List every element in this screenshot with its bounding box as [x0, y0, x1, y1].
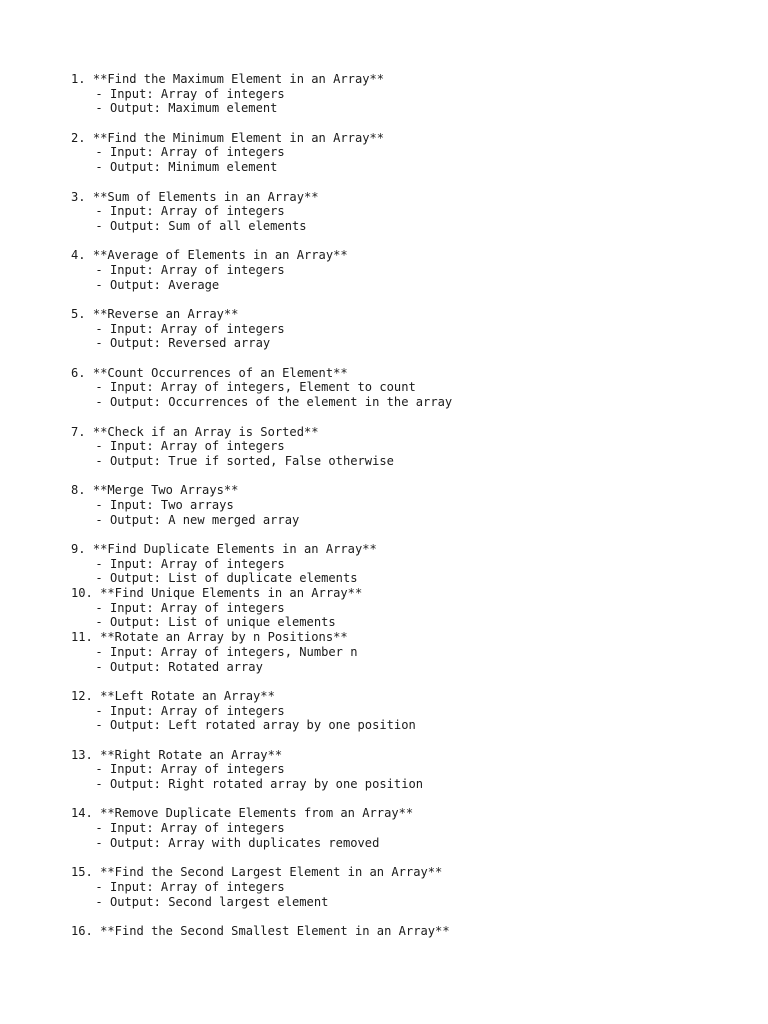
item-number: 12.: [71, 688, 93, 703]
item-number: 9.: [71, 542, 86, 556]
item-input-line: - Input: Array of integers: [95, 204, 285, 219]
item-input-line: - Input: Array of integers: [95, 86, 285, 101]
item-input-line: - Input: Array of integers: [95, 262, 285, 277]
item-output-line: - Output: List of unique elements: [95, 615, 336, 630]
item-heading: [71, 483, 751, 498]
list-item: [71, 72, 751, 116]
list-item: [71, 865, 751, 909]
item-number: 15.: [71, 865, 93, 880]
list-item: [71, 307, 751, 351]
item-heading: [71, 865, 751, 880]
list-item: [71, 131, 751, 175]
item-number: 4.: [71, 248, 86, 263]
item-heading: [71, 366, 751, 381]
document-body: [71, 72, 751, 939]
item-title: **Reverse an Array**: [92, 307, 239, 321]
item-heading: [71, 425, 751, 440]
item-number: 5.: [71, 307, 86, 321]
item-output-line: - Output: Rotated array: [95, 659, 263, 674]
item-number: 10.: [71, 586, 93, 601]
item-output-line: - Output: Sum of all elements: [95, 218, 307, 233]
item-input-line: - Input: Array of integers: [95, 439, 285, 454]
item-title: **Find the Second Smallest Element in an Array**: [100, 923, 450, 938]
item-input-line: - Input: Array of integers, Element to count: [95, 380, 416, 395]
item-number: 2.: [71, 130, 86, 145]
item-input-line: - Input: Array of integers, Number n: [95, 644, 358, 659]
list-item: [71, 586, 751, 630]
list-item: [71, 630, 751, 674]
item-title: **Merge Two Arrays**: [92, 483, 239, 498]
item-title: **Average of Elements in an Array**: [92, 248, 348, 263]
item-heading: [71, 72, 751, 87]
item-heading: [71, 307, 751, 322]
item-title: **Find the Maximum Element in an Array**: [92, 72, 385, 86]
item-output-line: - Output: Maximum element: [95, 101, 278, 116]
item-input-line: - Input: Array of integers: [95, 321, 285, 336]
item-number: 1.: [71, 72, 86, 86]
item-input-line: - Input: Array of integers: [95, 703, 285, 718]
list-item: [71, 689, 751, 733]
item-heading: [71, 806, 751, 821]
item-number: 16.: [71, 923, 93, 938]
item-input-line: - Input: Array of integers: [95, 556, 285, 571]
item-output-line: - Output: List of duplicate elements: [95, 571, 358, 586]
item-title: **Find the Minimum Element in an Array**: [92, 130, 385, 145]
item-input-line: - Input: Array of integers: [95, 762, 285, 777]
item-number: 11.: [71, 630, 93, 645]
item-heading: [71, 586, 751, 601]
item-title: **Remove Duplicate Elements from an Array**: [100, 806, 414, 821]
list-item: [71, 542, 751, 586]
item-input-line: - Input: Two arrays: [95, 497, 234, 512]
list-item: [71, 748, 751, 792]
item-heading: [71, 924, 751, 939]
item-output-line: - Output: A new merged array: [95, 512, 300, 527]
item-input-line: - Input: Array of integers: [95, 145, 285, 160]
item-output-line: - Output: Array with duplicates removed: [95, 835, 380, 850]
item-title: **Sum of Elements in an Array**: [92, 189, 319, 204]
item-output-line: - Output: Second largest element: [95, 894, 329, 909]
item-title: **Check if an Array is Sorted**: [92, 424, 319, 439]
list-item: [71, 190, 751, 234]
item-output-line: - Output: Minimum element: [95, 160, 278, 175]
item-output-line: - Output: Average: [95, 277, 220, 292]
item-number: 3.: [71, 189, 86, 204]
item-heading: [71, 542, 751, 557]
list-item: [71, 425, 751, 469]
item-heading: [71, 190, 751, 205]
list-item: [71, 924, 751, 939]
item-number: 14.: [71, 806, 93, 821]
list-item: [71, 366, 751, 410]
item-title: **Rotate an Array by n Positions**: [100, 630, 348, 645]
item-title: **Right Rotate an Array**: [100, 747, 283, 762]
list-item: [71, 483, 751, 527]
item-heading: [71, 248, 751, 263]
item-heading: [71, 630, 751, 645]
item-output-line: - Output: Occurrences of the element in the array: [95, 395, 453, 410]
item-number: 13.: [71, 747, 93, 762]
item-title: **Left Rotate an Array**: [100, 688, 275, 703]
item-title: **Find the Second Largest Element in an Array**: [100, 865, 443, 880]
item-number: 6.: [71, 365, 86, 380]
item-title: **Find Unique Elements in an Array**: [100, 586, 363, 601]
item-output-line: - Output: True if sorted, False otherwise: [95, 453, 394, 468]
item-output-line: - Output: Right rotated array by one position: [95, 777, 424, 791]
item-number: 7.: [71, 424, 86, 439]
item-title: **Count Occurrences of an Element**: [92, 365, 348, 380]
list-item: [71, 248, 751, 292]
item-heading: [71, 748, 751, 763]
item-title: **Find Duplicate Elements in an Array**: [92, 542, 377, 556]
item-number: 8.: [71, 483, 86, 498]
item-heading: [71, 131, 751, 146]
item-input-line: - Input: Array of integers: [95, 600, 285, 615]
item-input-line: - Input: Array of integers: [95, 879, 285, 894]
item-output-line: - Output: Left rotated array by one position: [95, 718, 416, 733]
item-output-line: - Output: Reversed array: [95, 336, 271, 351]
list-item: [71, 806, 751, 850]
item-heading: [71, 689, 751, 704]
item-input-line: - Input: Array of integers: [95, 821, 285, 836]
